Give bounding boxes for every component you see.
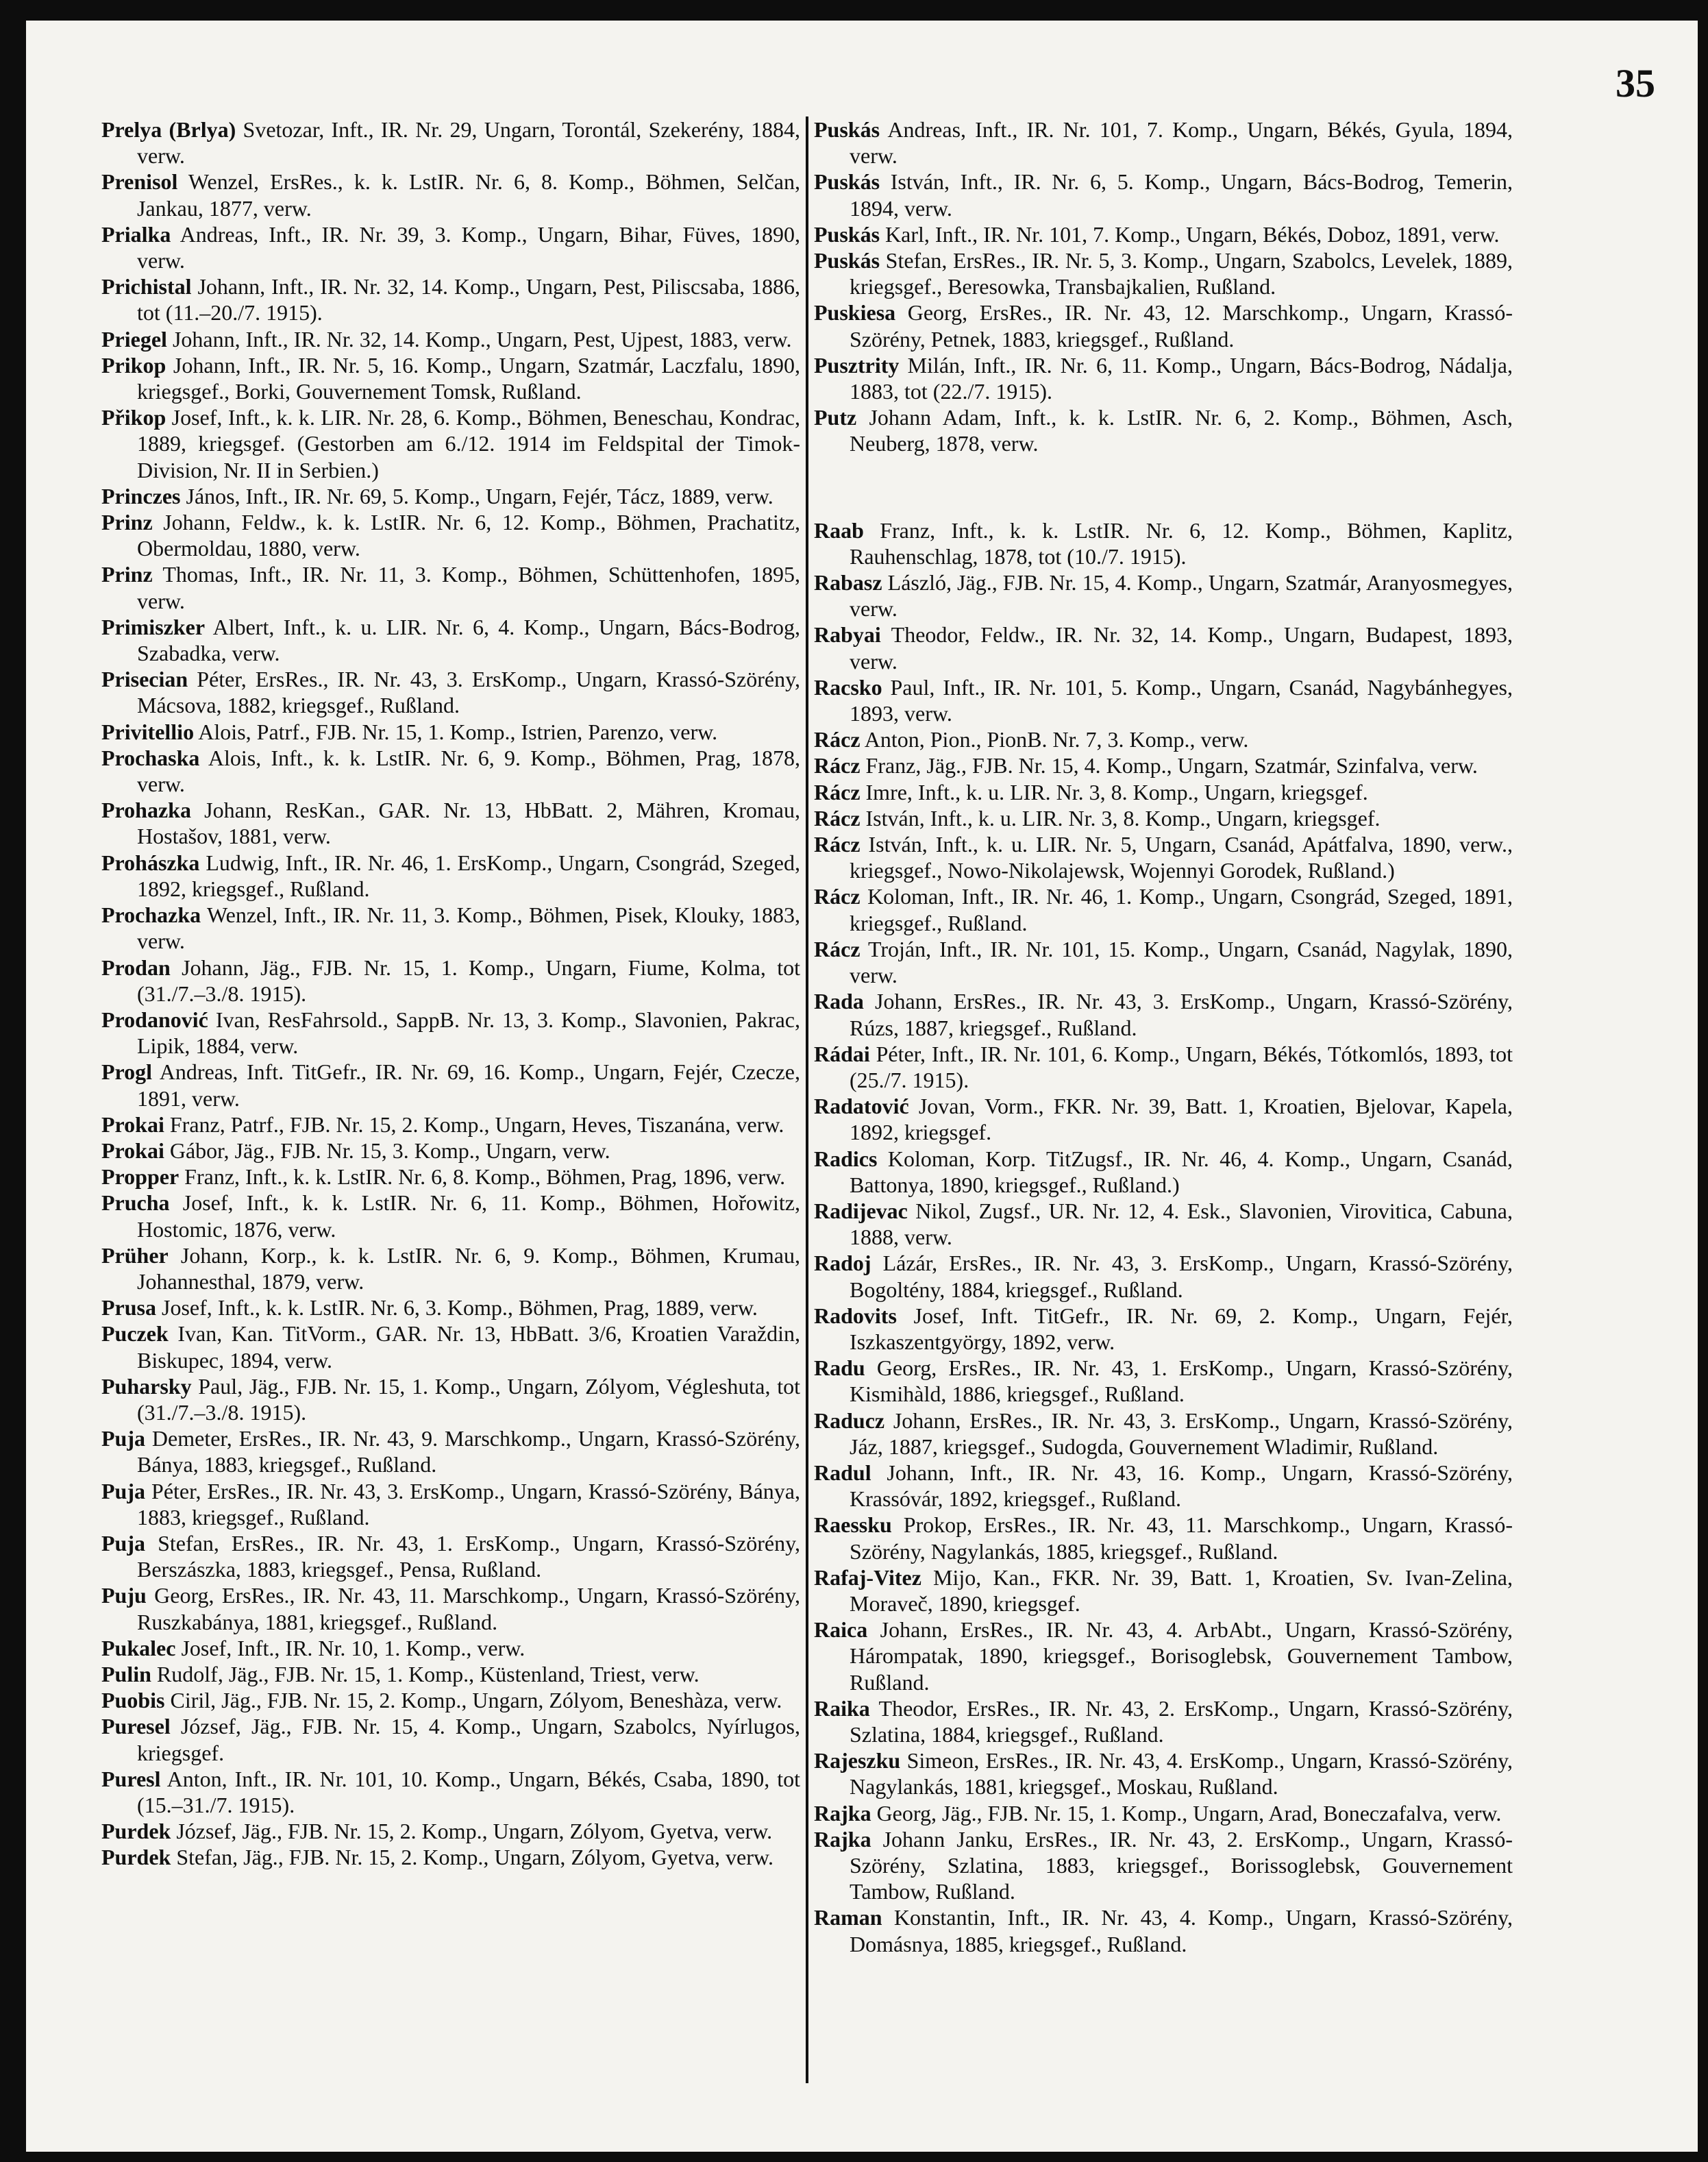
entry-surname: Raab bbox=[814, 517, 864, 543]
register-entry bbox=[101, 1138, 800, 1164]
entry-details: Nikol, Zugsf., UR. Nr. 12, 4. Esk., Slavonien, Virovitica, Cabuna, 1888, verw. bbox=[850, 1198, 1513, 1250]
entry-details: József, Jäg., FJB. Nr. 15, 4. Komp., Ungarn, Szabolcs, Nyírlugos, kriegsgef. bbox=[137, 1714, 800, 1765]
entry-surname: Privitellio bbox=[101, 719, 195, 744]
register-entry bbox=[814, 1564, 1513, 1617]
entry-details: Josef, Inft., IR. Nr. 10, 1. Komp., verw. bbox=[175, 1635, 525, 1660]
entry-surname: Prochazka bbox=[101, 902, 201, 928]
register-entry bbox=[814, 622, 1513, 674]
register-entry bbox=[814, 517, 1513, 569]
register-entry bbox=[101, 1687, 800, 1713]
entry-surname: Prikop bbox=[101, 352, 166, 378]
right-column-r-section bbox=[814, 517, 1513, 1957]
entry-details: Ludwig, Inft., IR. Nr. 46, 1. ErsKomp., Ungarn, Csongrád, Szeged, 1892, kriegsgef., Rußland. bbox=[137, 850, 800, 901]
register-entry bbox=[814, 1800, 1513, 1826]
register-entry bbox=[101, 1111, 800, 1138]
entry-details: Paul, Jäg., FJB. Nr. 15, 1. Komp., Ungarn, Zólyom, Végleshuta, tot (31./7.–3./8. 1915). bbox=[137, 1373, 800, 1425]
entry-details: Johann, ErsRes., IR. Nr. 43, 3. ErsKomp., Ungarn, Krassó-Szörény, Rúzs, 1887, kriegsgef., Rußland. bbox=[850, 989, 1513, 1040]
register-entry bbox=[814, 674, 1513, 726]
entry-surname: Radu bbox=[814, 1355, 865, 1381]
entry-surname: Puharsky bbox=[101, 1373, 192, 1399]
entry-details: Georg, ErsRes., IR. Nr. 43, 11. Marschkomp., Ungarn, Krassó-Szörény, Ruszkabánya, 1881, kriegsgef., Rußland. bbox=[137, 1583, 800, 1634]
register-entry bbox=[814, 1617, 1513, 1695]
register-entry bbox=[101, 1294, 800, 1320]
register-entry bbox=[814, 1695, 1513, 1747]
entry-details: Albert, Inft., k. u. LIR. Nr. 6, 4. Komp., Ungarn, Bács-Bodrog, Szabadka, verw. bbox=[137, 614, 800, 666]
register-entry bbox=[814, 1250, 1513, 1302]
register-entry bbox=[814, 779, 1513, 805]
entry-details: Rudolf, Jäg., FJB. Nr. 15, 1. Komp., Küstenland, Triest, verw. bbox=[151, 1661, 700, 1686]
register-entry bbox=[814, 831, 1513, 883]
entry-surname: Radatović bbox=[814, 1094, 909, 1119]
entry-details: Franz, Jäg., FJB. Nr. 15, 4. Komp., Ungarn, Szatmár, Szinfalva, verw. bbox=[860, 753, 1478, 778]
entry-surname: Prodan bbox=[101, 955, 171, 980]
entry-surname: Radijevac bbox=[814, 1198, 908, 1223]
entry-surname: Rada bbox=[814, 989, 864, 1014]
entry-details: Josef, Inft., k. k. LstIR. Nr. 6, 11. Komp., Böhmen, Hořowitz, Hostomic, 1876, verw. bbox=[137, 1190, 800, 1242]
entry-details: Ivan, Kan. TitVorm., GAR. Nr. 13, HbBatt. 3/6, Kroatien Varaždin, Biskupec, 1894, verw. bbox=[137, 1321, 800, 1373]
entry-details: Wenzel, Inft., IR. Nr. 11, 3. Komp., Böhmen, Pisek, Klouky, 1883, verw. bbox=[137, 902, 800, 954]
entry-details: Josef, Inft., k. k. LIR. Nr. 28, 6. Komp., Böhmen, Beneschau, Kondrac, 1889, kriegsgef. (Gestorben am 6./12. 1914 im Feldspital der Timok-Division, Nr. II in Serbien.) bbox=[137, 405, 800, 482]
register-entry bbox=[101, 169, 800, 221]
register-entry bbox=[101, 719, 800, 745]
register-entry bbox=[101, 1478, 800, 1530]
entry-surname: Puresel bbox=[101, 1714, 171, 1739]
register-entry bbox=[101, 1818, 800, 1844]
register-entry bbox=[101, 955, 800, 1007]
register-entry bbox=[814, 752, 1513, 778]
entry-surname: Puju bbox=[101, 1583, 147, 1608]
entry-surname: Prichistal bbox=[101, 274, 192, 299]
entry-surname: Rabyai bbox=[814, 622, 881, 648]
register-entry bbox=[101, 745, 800, 797]
entry-surname: Prokai bbox=[101, 1111, 164, 1137]
entry-details: Ciril, Jäg., FJB. Nr. 15, 2. Komp., Ungarn, Zólyom, Beneshàza, verw. bbox=[164, 1688, 782, 1713]
register-entry bbox=[814, 1904, 1513, 1956]
entry-details: Josef, Inft., k. k. LstIR. Nr. 6, 3. Komp., Böhmen, Prag, 1889, verw. bbox=[156, 1295, 758, 1320]
entry-details: Josef, Inft. TitGefr., IR. Nr. 69, 2. Komp., Ungarn, Fejér, Iszkaszentgyörgy, 1892, verw. bbox=[850, 1303, 1513, 1354]
entry-details: Alois, Patrf., FJB. Nr. 15, 1. Komp., Istrien, Parenzo, verw. bbox=[194, 719, 718, 744]
register-entry bbox=[814, 1093, 1513, 1145]
entry-surname: Puresl bbox=[101, 1766, 161, 1791]
register-entry bbox=[814, 1826, 1513, 1905]
entry-details: Johann, Inft., IR. Nr. 32, 14. Komp., Ungarn, Pest, Piliscsaba, 1886, tot (11.–20./7. 1915). bbox=[137, 274, 800, 325]
entry-surname: Puskás bbox=[814, 169, 880, 195]
entry-surname: Rafaj-Vitez bbox=[814, 1564, 921, 1590]
entry-details: Anton, Pion., PionB. Nr. 7, 3. Komp., verw. bbox=[860, 727, 1249, 752]
entry-details: Konstantin, Inft., IR. Nr. 43, 4. Komp., Ungarn, Krassó-Szörény, Domásnya, 1885, kriegsgef., Rußland. bbox=[850, 1905, 1513, 1956]
entry-surname: Prialka bbox=[101, 221, 171, 247]
entry-surname: Purdek bbox=[101, 1845, 171, 1870]
entry-surname: Prusa bbox=[101, 1295, 156, 1320]
left-column bbox=[101, 116, 800, 1871]
entry-details: Franz, Patrf., FJB. Nr. 15, 2. Komp., Ungarn, Heves, Tiszanána, verw. bbox=[164, 1111, 784, 1137]
register-entry bbox=[101, 273, 800, 325]
entry-details: Georg, Jäg., FJB. Nr. 15, 1. Komp., Ungarn, Arad, Boneczafalva, verw. bbox=[871, 1800, 1502, 1826]
entry-details: József, Jäg., FJB. Nr. 15, 2. Komp., Ungarn, Zólyom, Gyetva, verw. bbox=[171, 1819, 773, 1844]
register-entry bbox=[814, 1355, 1513, 1407]
entry-details: Svetozar, Inft., IR. Nr. 29, Ungarn, Torontál, Szekerény, 1884, verw. bbox=[137, 117, 801, 169]
entry-surname: Puskás bbox=[814, 248, 880, 273]
entry-surname: Prucha bbox=[101, 1190, 170, 1216]
entry-details: Andreas, Inft. TitGefr., IR. Nr. 69, 16. Komp., Ungarn, Fejér, Czecze, 1891, verw. bbox=[137, 1059, 800, 1111]
register-entry bbox=[101, 1164, 800, 1190]
register-entry bbox=[101, 797, 800, 849]
entry-details: Johann, ResKan., GAR. Nr. 13, HbBatt. 2, Mähren, Kromau, Hostašov, 1881, verw. bbox=[137, 798, 800, 849]
entry-surname: Rajka bbox=[814, 1800, 871, 1826]
register-entry bbox=[814, 1512, 1513, 1564]
entry-surname: Pusztrity bbox=[814, 352, 900, 378]
entry-surname: Prelya (Brlya) bbox=[101, 117, 236, 142]
entry-details: Georg, ErsRes., IR. Nr. 43, 12. Marschkomp., Ungarn, Krassó-Szörény, Petnek, 1883, kriegsgef., Rußland. bbox=[850, 300, 1513, 352]
entry-details: Johann, ErsRes., IR. Nr. 43, 4. ArbAbt., Ungarn, Krassó-Szörény, Hárompatak, 1890, kriegsgef., Borisoglebsk, Gouvernement Tambow, Rußland. bbox=[850, 1617, 1513, 1695]
register-entry bbox=[814, 1408, 1513, 1460]
register-entry bbox=[814, 1747, 1513, 1799]
register-entry bbox=[814, 883, 1513, 935]
register-entry bbox=[101, 1059, 800, 1111]
entry-details: Johann Janku, ErsRes., IR. Nr. 43, 2. ErsKomp., Ungarn, Krassó-Szörény, Szlatina, 1883, kriegsgef., Borissoglebsk, Gouvernement Tambow, Rußland. bbox=[850, 1826, 1513, 1904]
entry-surname: Primiszker bbox=[101, 614, 206, 639]
entry-surname: Purdek bbox=[101, 1819, 171, 1844]
register-entry bbox=[101, 352, 800, 404]
entry-details: Stefan, ErsRes., IR. Nr. 5, 3. Komp., Ungarn, Szabolcs, Levelek, 1889, kriegsgef., Beresowka, Transbajkalien, Rußland. bbox=[850, 248, 1513, 299]
entry-details: Thomas, Inft., IR. Nr. 11, 3. Komp., Böhmen, Schüttenhofen, 1895, verw. bbox=[137, 562, 800, 613]
entry-details: Paul, Inft., IR. Nr. 101, 5. Komp., Ungarn, Csanád, Nagybánhegyes, 1893, verw. bbox=[850, 674, 1513, 726]
register-entry bbox=[101, 850, 800, 902]
entry-details: Simeon, ErsRes., IR. Nr. 43, 4. ErsKomp., Ungarn, Krassó-Szörény, Nagylankás, 1881, kriegsgef., Moskau, Rußland. bbox=[850, 1748, 1513, 1799]
entry-details: Milán, Inft., IR. Nr. 6, 11. Komp., Ungarn, Bács-Bodrog, Nádalja, 1883, tot (22./7. 1915). bbox=[850, 352, 1513, 404]
register-entry bbox=[101, 1582, 800, 1634]
register-entry bbox=[814, 169, 1513, 221]
register-entry bbox=[101, 1373, 800, 1425]
register-entry bbox=[101, 1661, 800, 1687]
entry-details: Koloman, Inft., IR. Nr. 46, 1. Komp., Ungarn, Csongrád, Szeged, 1891, kriegsgef., Rußland. bbox=[850, 884, 1513, 935]
entry-details: Troján, Inft., IR. Nr. 101, 15. Komp., Ungarn, Csanád, Nagylak, 1890, verw. bbox=[850, 936, 1513, 988]
entry-details: Andreas, Inft., IR. Nr. 39, 3. Komp., Ungarn, Bihar, Füves, 1890, verw. bbox=[137, 221, 800, 273]
register-entry bbox=[101, 1242, 800, 1294]
entry-details: Georg, ErsRes., IR. Nr. 43, 1. ErsKomp., Ungarn, Krassó-Szörény, Kismihàld, 1886, kriegsgef., Rußland. bbox=[850, 1355, 1513, 1407]
entry-surname: Radics bbox=[814, 1146, 878, 1171]
entry-surname: Rabasz bbox=[814, 570, 882, 595]
register-entry bbox=[814, 1198, 1513, 1250]
entry-details: Johann, Inft., IR. Nr. 43, 16. Komp., Ungarn, Krassó-Szörény, Krassóvár, 1892, kriegsgef., Rußland. bbox=[850, 1460, 1513, 1512]
entry-details: László, Jäg., FJB. Nr. 15, 4. Komp., Ungarn, Szatmár, Aranyosmegyes, verw. bbox=[850, 570, 1513, 622]
entry-surname: Prinz bbox=[101, 510, 153, 535]
entry-details: Péter, ErsRes., IR. Nr. 43, 3. ErsKomp., Ungarn, Krassó-Szörény, Bánya, 1883, kriegsgef., Rußland. bbox=[137, 1478, 800, 1530]
entry-surname: Prokai bbox=[101, 1138, 164, 1163]
entry-surname: Princzes bbox=[101, 483, 181, 508]
register-entry bbox=[101, 1007, 800, 1059]
register-entry bbox=[814, 1460, 1513, 1512]
entry-surname: Pulin bbox=[101, 1661, 151, 1686]
entry-details: Johann Adam, Inft., k. k. LstIR. Nr. 6, 2. Komp., Böhmen, Asch, Neuberg, 1878, verw. bbox=[850, 405, 1513, 456]
register-entry bbox=[814, 988, 1513, 1040]
entry-surname: Progl bbox=[101, 1059, 153, 1085]
entry-details: Imre, Inft., k. u. LIR. Nr. 3, 8. Komp., Ungarn, kriegsgef. bbox=[860, 779, 1368, 804]
section-gap bbox=[814, 457, 1513, 517]
entry-surname: Priegel bbox=[101, 326, 167, 352]
register-entry bbox=[814, 299, 1513, 352]
entry-details: Stefan, ErsRes., IR. Nr. 43, 1. ErsKomp., Ungarn, Krassó-Szörény, Berszászka, 1883, kriegsgef., Pensa, Rußland. bbox=[137, 1530, 800, 1582]
register-entry bbox=[814, 352, 1513, 404]
register-entry bbox=[814, 221, 1513, 247]
entry-details: Péter, Inft., IR. Nr. 101, 6. Komp., Ungarn, Békés, Tótkomlós, 1893, tot (25./7. 1915). bbox=[850, 1041, 1513, 1092]
register-entry bbox=[101, 1844, 800, 1870]
entry-surname: Rajeszku bbox=[814, 1748, 901, 1773]
entry-surname: Puja bbox=[101, 1478, 145, 1503]
register-entry bbox=[814, 1303, 1513, 1355]
entry-surname: Puskás bbox=[814, 221, 880, 247]
entry-details: Theodor, ErsRes., IR. Nr. 43, 2. ErsKomp., Ungarn, Krassó-Szörény, Szlatina, 1884, kriegsgef., Rußland. bbox=[850, 1695, 1513, 1747]
entry-details: Johann, ErsRes., IR. Nr. 43, 3. ErsKomp., Ungarn, Krassó-Szörény, Jáz, 1887, kriegsgef., Sudogda, Gouvernement Wladimir, Rußland. bbox=[850, 1408, 1513, 1459]
register-entry bbox=[814, 1041, 1513, 1093]
entry-details: Anton, Inft., IR. Nr. 101, 10. Komp., Ungarn, Békés, Csaba, 1890, tot (15.–31./7. 1915). bbox=[137, 1766, 800, 1817]
entry-details: Franz, Inft., k. k. LstIR. Nr. 6, 8. Komp., Böhmen, Prag, 1896, verw. bbox=[179, 1164, 786, 1190]
entry-surname: Raducz bbox=[814, 1408, 885, 1433]
page-number: 35 bbox=[1616, 61, 1655, 106]
entry-details: Demeter, ErsRes., IR. Nr. 43, 9. Marschkomp., Ungarn, Krassó-Szörény, Bánya, 1883, kriegsgef., Rußland. bbox=[137, 1426, 800, 1477]
entry-details: Andreas, Inft., IR. Nr. 101, 7. Komp., Ungarn, Békés, Gyula, 1894, verw. bbox=[850, 117, 1513, 169]
register-entry bbox=[101, 404, 800, 483]
entry-surname: Rajka bbox=[814, 1826, 871, 1852]
entry-surname: Rácz bbox=[814, 936, 861, 961]
entry-details: Theodor, Feldw., IR. Nr. 32, 14. Komp., Ungarn, Budapest, 1893, verw. bbox=[850, 622, 1513, 674]
entry-details: Lázár, ErsRes., IR. Nr. 43, 3. ErsKomp., Ungarn, Krassó-Szörény, Bogoltény, 1884, kriegsgef., Rußland. bbox=[850, 1251, 1513, 1302]
entry-surname: Puja bbox=[101, 1426, 145, 1451]
entry-details: Johann, Jäg., FJB. Nr. 15, 1. Komp., Ungarn, Fiume, Kolma, tot (31./7.–3./8. 1915). bbox=[137, 955, 800, 1006]
register-entry bbox=[101, 326, 800, 352]
entry-surname: Rádai bbox=[814, 1041, 870, 1066]
entry-surname: Prüher bbox=[101, 1242, 169, 1268]
entry-details: István, Inft., k. u. LIR. Nr. 5, Ungarn, Csanád, Apátfalva, 1890, verw., kriegsgef., Nowo-Nikolajewsk, Wojennyi Gorodek, Rußland.) bbox=[850, 832, 1513, 883]
entry-surname: Radovits bbox=[814, 1303, 897, 1328]
entry-details: Karl, Inft., IR. Nr. 101, 7. Komp., Ungarn, Békés, Doboz, 1891, verw. bbox=[880, 221, 1500, 247]
entry-surname: Puczek bbox=[101, 1321, 169, 1347]
entry-details: Johann, Korp., k. k. LstIR. Nr. 6, 9. Komp., Böhmen, Krumau, Johannesthal, 1879, verw. bbox=[137, 1242, 800, 1294]
entry-details: Johann, Feldw., k. k. LstIR. Nr. 6, 12. Komp., Böhmen, Prachatitz, Obermoldau, 1880, verw. bbox=[137, 510, 800, 561]
register-entry bbox=[814, 1146, 1513, 1198]
entry-surname: Raman bbox=[814, 1905, 882, 1930]
register-entry bbox=[101, 902, 800, 954]
column-divider bbox=[806, 116, 808, 2083]
entry-surname: Puobis bbox=[101, 1688, 165, 1713]
page bbox=[26, 21, 1698, 2152]
entry-surname: Prohazka bbox=[101, 798, 191, 823]
entry-details: Mijo, Kan., FKR. Nr. 39, Batt. 1, Kroatien, Sv. Ivan-Zelina, Moraveč, 1890, kriegsgef. bbox=[850, 1564, 1513, 1616]
entry-details: István, Inft., k. u. LIR. Nr. 3, 8. Komp., Ungarn, kriegsgef. bbox=[860, 805, 1381, 831]
register-entry bbox=[814, 116, 1513, 169]
register-entry bbox=[101, 614, 800, 666]
register-entry bbox=[814, 805, 1513, 831]
entry-surname: Rácz bbox=[814, 884, 861, 909]
entry-surname: Raessku bbox=[814, 1512, 892, 1538]
entry-details: Péter, ErsRes., IR. Nr. 43, 3. ErsKomp., Ungarn, Krassó-Szörény, Mácsova, 1882, kriegsgef., Rußland. bbox=[137, 667, 800, 718]
entry-details: Stefan, Jäg., FJB. Nr. 15, 2. Komp., Ungarn, Zólyom, Gyetva, verw. bbox=[171, 1845, 773, 1870]
entry-surname: Racsko bbox=[814, 674, 882, 700]
entry-surname: Puskiesa bbox=[814, 300, 896, 325]
entry-surname: Prinz bbox=[101, 562, 153, 587]
register-entry bbox=[101, 1766, 800, 1818]
register-entry bbox=[814, 404, 1513, 456]
entry-surname: Prenisol bbox=[101, 169, 178, 195]
entry-surname: Prohászka bbox=[101, 850, 200, 875]
register-entry bbox=[101, 116, 800, 169]
entry-surname: Rácz bbox=[814, 727, 861, 752]
entry-surname: Puja bbox=[101, 1530, 145, 1556]
entry-surname: Přikop bbox=[101, 405, 166, 430]
entry-details: Johann, Inft., IR. Nr. 32, 14. Komp., Ungarn, Pest, Ujpest, 1883, verw. bbox=[166, 326, 792, 352]
register-entry bbox=[101, 221, 800, 273]
entry-surname: Rácz bbox=[814, 805, 861, 831]
register-entry bbox=[814, 247, 1513, 299]
entry-surname: Radul bbox=[814, 1460, 871, 1485]
entry-surname: Rácz bbox=[814, 779, 861, 804]
register-entry bbox=[101, 483, 800, 509]
entry-surname: Propper bbox=[101, 1164, 180, 1190]
entry-details: Alois, Inft., k. k. LstIR. Nr. 6, 9. Komp., Böhmen, Prag, 1878, verw. bbox=[137, 745, 800, 797]
register-entry bbox=[101, 509, 800, 561]
entry-details: Johann, Inft., IR. Nr. 5, 16. Komp., Ungarn, Szatmár, Laczfalu, 1890, kriegsgef., Borki, Gouvernement Tomsk, Rußland. bbox=[137, 352, 800, 404]
entry-surname: Raika bbox=[814, 1695, 870, 1721]
entry-details: Ivan, ResFahrsold., SappB. Nr. 13, 3. Komp., Slavonien, Pakrac, Lipik, 1884, verw. bbox=[137, 1007, 800, 1059]
entry-surname: Putz bbox=[814, 405, 857, 430]
entry-surname: Rácz bbox=[814, 753, 861, 778]
entry-details: István, Inft., IR. Nr. 6, 5. Komp., Ungarn, Bács-Bodrog, Temerin, 1894, verw. bbox=[850, 169, 1513, 221]
register-entry bbox=[101, 1190, 800, 1242]
entry-surname: Raica bbox=[814, 1617, 868, 1643]
entry-surname: Puskás bbox=[814, 117, 880, 142]
register-entry bbox=[814, 726, 1513, 752]
register-entry bbox=[101, 1635, 800, 1661]
entry-surname: Radoj bbox=[814, 1251, 871, 1276]
entry-details: János, Inft., IR. Nr. 69, 5. Komp., Ungarn, Fejér, Tácz, 1889, verw. bbox=[180, 483, 773, 508]
entry-details: Wenzel, ErsRes., k. k. LstIR. Nr. 6, 8. Komp., Böhmen, Selčan, Jankau, 1877, verw. bbox=[137, 169, 800, 221]
register-entry bbox=[101, 1425, 800, 1477]
entry-details: Koloman, Korp. TitZugsf., IR. Nr. 46, 4. Komp., Ungarn, Csanád, Battonya, 1890, kriegsgef., Rußland.) bbox=[850, 1146, 1513, 1197]
register-entry bbox=[101, 1530, 800, 1582]
register-entry bbox=[101, 1713, 800, 1765]
entry-surname: Prochaska bbox=[101, 745, 200, 770]
entry-details: Prokop, ErsRes., IR. Nr. 43, 11. Marschkomp., Ungarn, Krassó-Szörény, Nagylankás, 1885, kriegsgef., Rußland. bbox=[850, 1512, 1513, 1564]
entry-surname: Prisecian bbox=[101, 667, 188, 692]
entry-details: Jovan, Vorm., FKR. Nr. 39, Batt. 1, Kroatien, Bjelovar, Kapela, 1892, kriegsgef. bbox=[850, 1094, 1513, 1145]
entry-surname: Pukalec bbox=[101, 1635, 176, 1660]
register-entry bbox=[101, 561, 800, 613]
right-column bbox=[814, 116, 1513, 1957]
entry-surname: Rácz bbox=[814, 832, 861, 857]
register-entry bbox=[101, 1320, 800, 1373]
register-entry bbox=[814, 569, 1513, 622]
entry-surname: Prodanović bbox=[101, 1007, 208, 1032]
entry-details: Franz, Inft., k. k. LstIR. Nr. 6, 12. Komp., Böhmen, Kaplitz, Rauhenschlag, 1878, tot (10./7. 1915). bbox=[850, 517, 1513, 569]
entry-details: Gábor, Jäg., FJB. Nr. 15, 3. Komp., Ungarn, verw. bbox=[164, 1138, 610, 1163]
right-column-p-section bbox=[814, 116, 1513, 457]
register-entry bbox=[814, 936, 1513, 988]
register-entry bbox=[101, 666, 800, 718]
